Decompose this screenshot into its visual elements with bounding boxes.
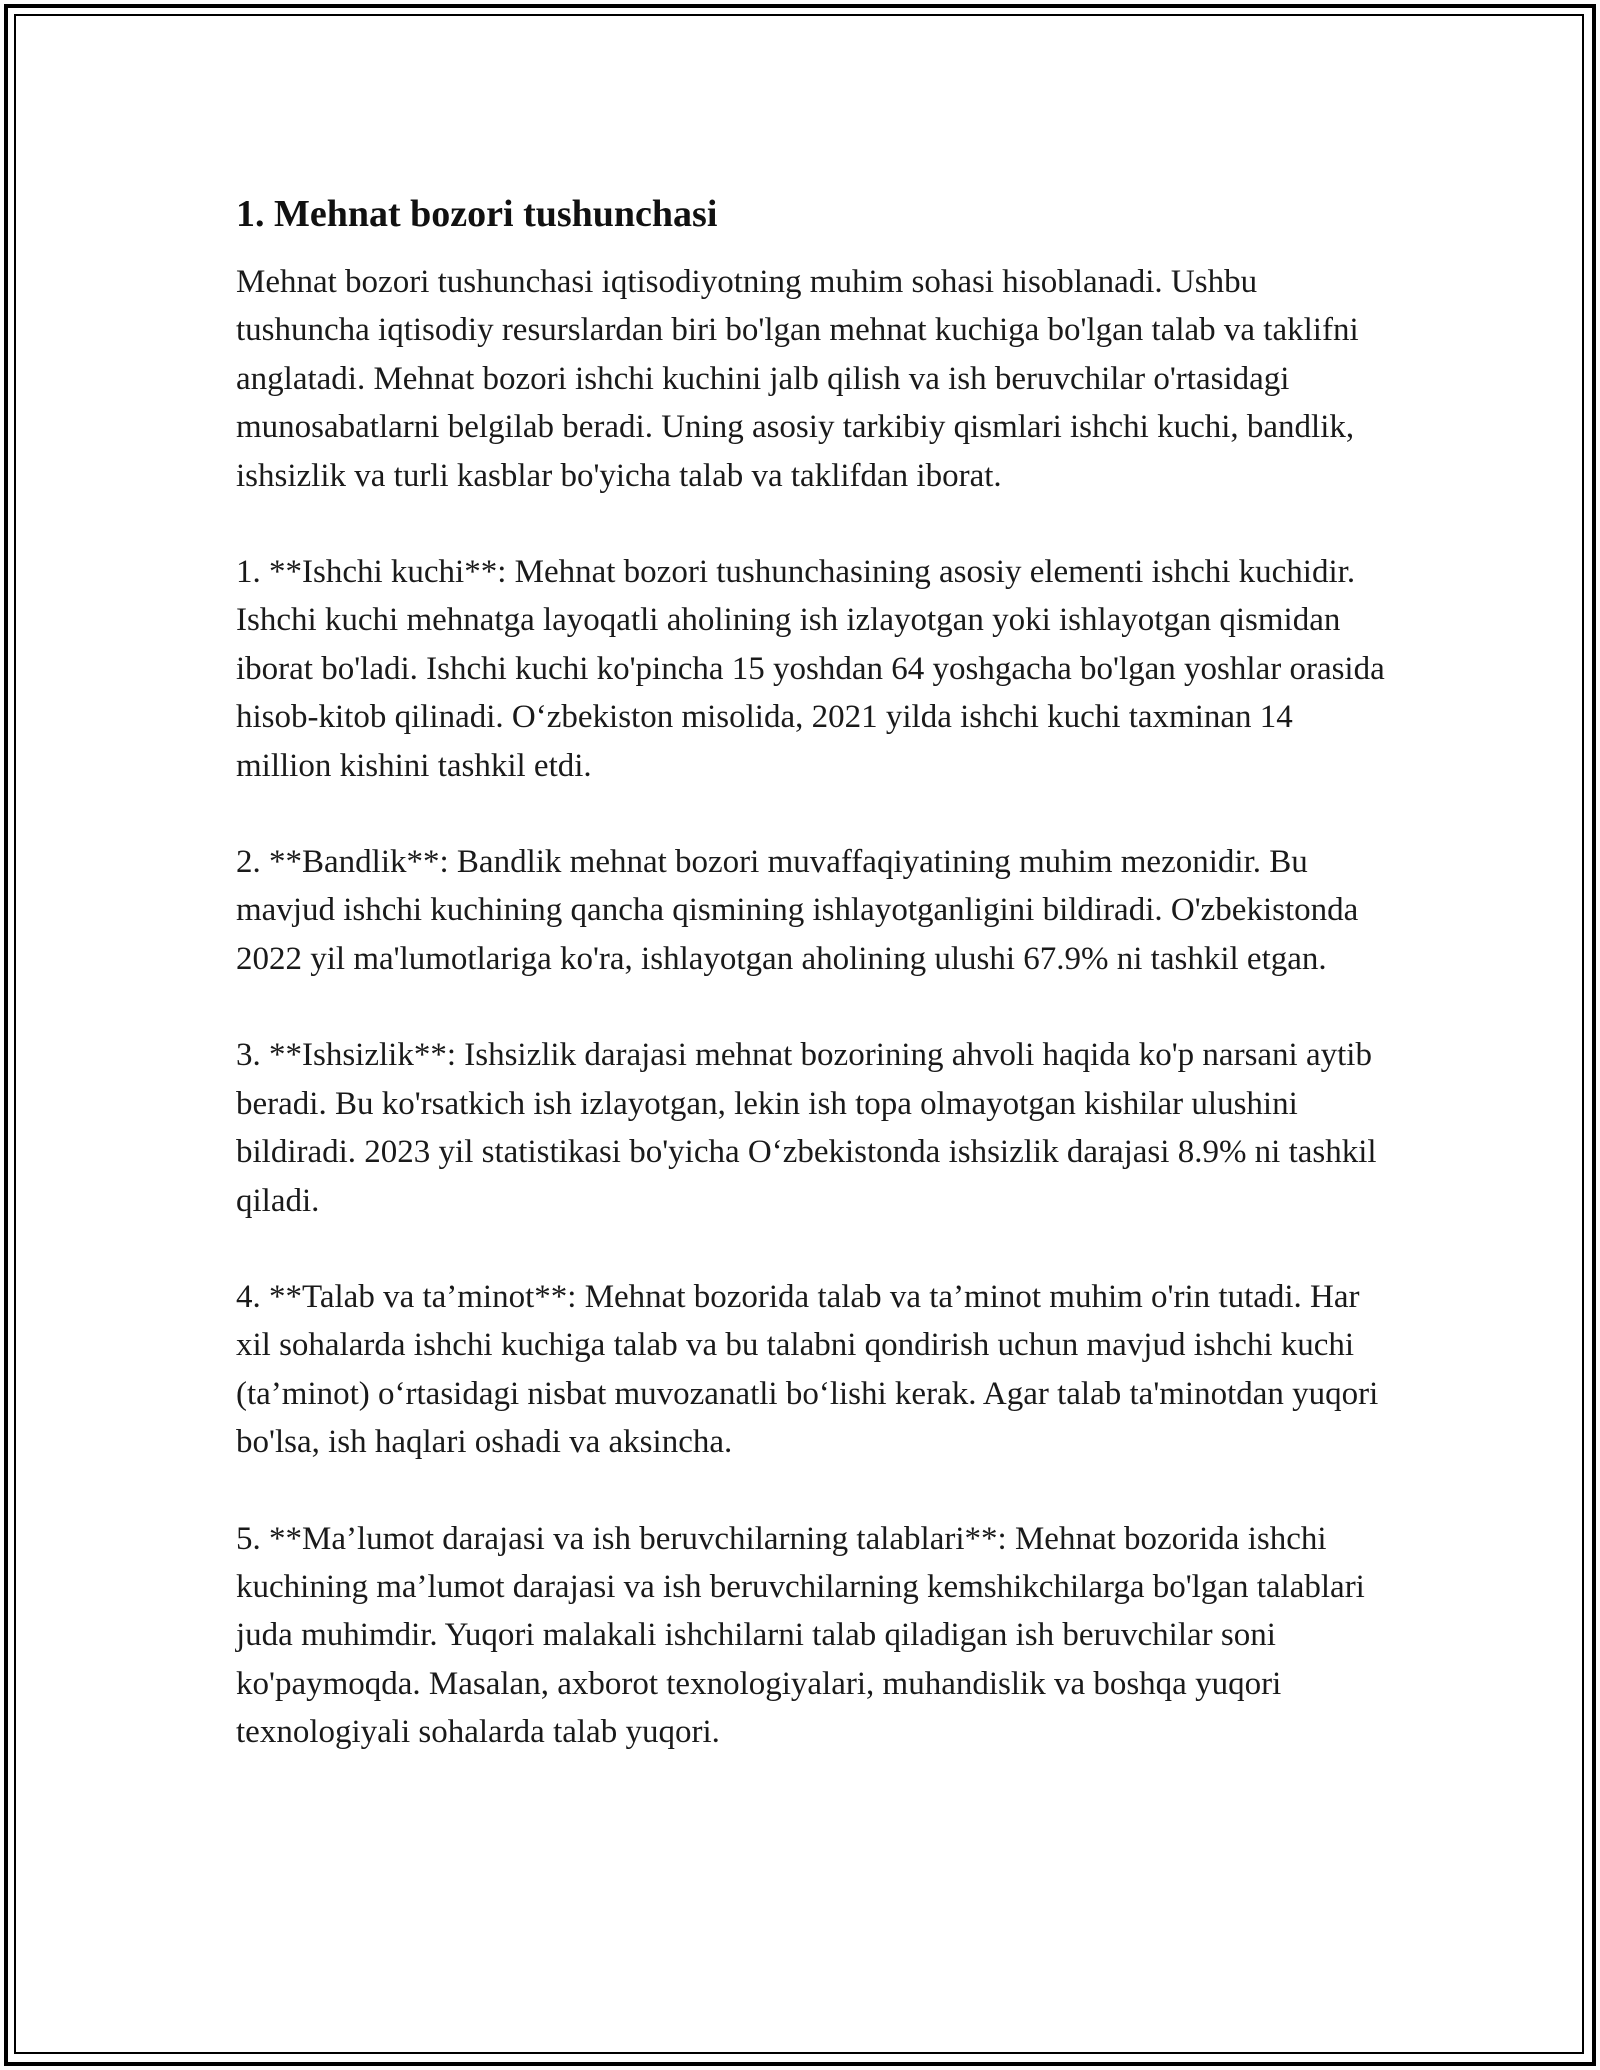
- paragraph-bandlik: 2. **Bandlik**: Bandlik mehnat bozori muvaffaqiyatining muhim mezonidir. Bu mavjud ishchi kuchining qancha qismining ishlayotganligini bildiradi. O'zbekistonda 2022 yil ma'lumotlariga ko'ra, ishlayotgan aholining ulushi 67.9% ni tashkil etgan.: [236, 844, 1359, 977]
- document-body: [236, 184, 1386, 1757]
- paragraph-malumot-darajasi: 5. **Ma’lumot darajasi va ish beruvchilarning talablari**: Mehnat bozorida ishchi kuchining ma’lumot darajasi va ish beruvchilarning kemshikchilarga bo'lgan talablari juda muhimdir. Yuqori malakali ishchilarni talab qiladigan ish beruvchilar soni ko'paymoqda. Masalan, axborot texnologiyalari, muhandislik va boshqa yuqori texnologiyali sohalarda talab yuqori.: [236, 1520, 1365, 1751]
- section-heading: 1. Mehnat bozori tushunchasi: [236, 193, 718, 235]
- paragraph-ishchi-kuchi: 1. **Ishchi kuchi**: Mehnat bozori tushunchasining asosiy elementi ishchi kuchidir. Ishchi kuchi mehnatga layoqatli aholining ish izlayotgan yoki ishlayotgan qismidan iborat bo'ladi. Ishchi kuchi ko'pincha 15 yoshdan 64 yoshgacha bo'lgan yoshlar orasida hisob-kitob qilinadi. O‘zbekiston misolida, 2021 yilda ishchi kuchi taxminan 14 million kishini tashkil etdi.: [236, 554, 1385, 784]
- paragraph-ishsizlik: 3. **Ishsizlik**: Ishsizlik darajasi mehnat bozorining ahvoli haqida ko'p narsani aytib beradi. Bu ko'rsatkich ish izlayotgan, lekin ish topa olmayotgan kishilar ulushini bildiradi. 2023 yil statistikasi bo'yicha O‘zbekistonda ishsizlik darajasi 8.9% ni tashkil qiladi.: [236, 1037, 1377, 1219]
- paragraph-talab-va-taminot: 4. **Talab va ta’minot**: Mehnat bozorida talab va ta’minot muhim o'rin tutadi. Har xil sohalarda ishchi kuchiga talab va bu talabni qondirish uchun mavjud ishchi kuchi (ta’minot) o‘rtasidagi nisbat muvozanatli bo‘lishi kerak. Agar talab ta'minotdan yuqori bo'lsa, ish haqlari oshadi va aksincha.: [236, 1278, 1379, 1461]
- intro-paragraph: Mehnat bozori tushunchasi iqtisodiyotning muhim sohasi hisoblanadi. Ushbu tushuncha iqtisodiy resurslardan biri bo'lgan mehnat kuchiga bo'lgan talab va taklifni anglatadi. Mehnat bozori ishchi kuchini jalb qilish va ish beruvchilar o'rtasidagi munosabatlarni belgilab beradi. Uning asosiy tarkibiy qismlari ishchi kuchi, bandlik, ishsizlik va turli kasblar bo'yicha talab va taklifdan iborat.: [236, 264, 1359, 494]
